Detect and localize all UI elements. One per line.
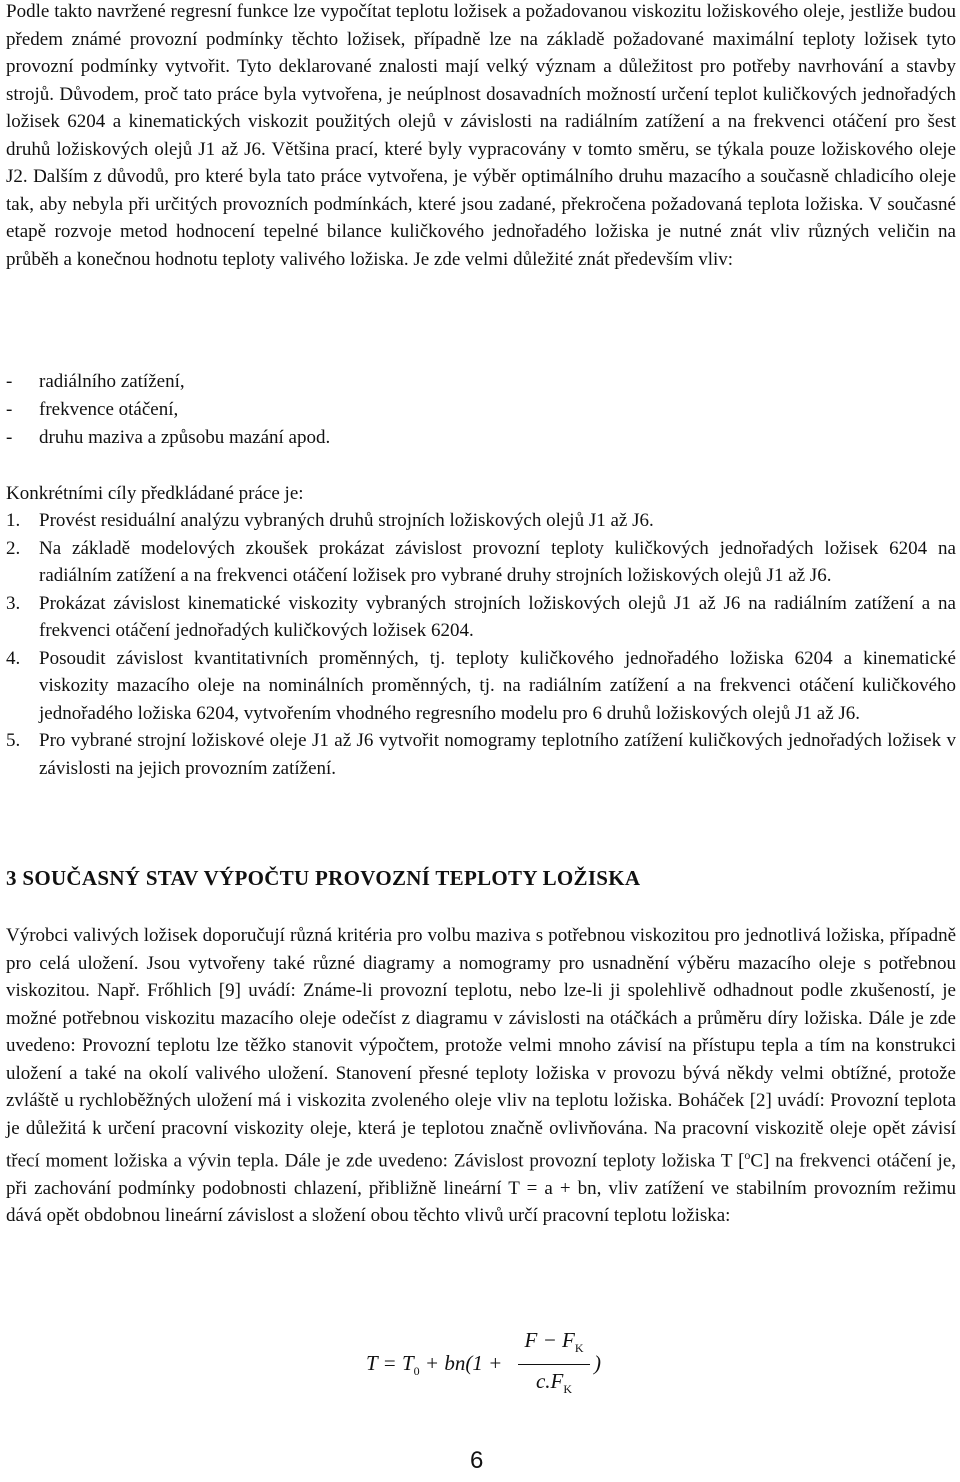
- formula-close-paren: ): [594, 1351, 601, 1375]
- list-item: [6, 424, 956, 452]
- intro-paragraph: Podle takto navržené regresní funkce lze vypočítat teplotu ložisek a požadovanou viskozitu ložiskového oleje, jestliže budou předem známé provozní podmínky těchto ložisek, případně lze na základě požadované maximální teploty ložisek tyto provozní podmínky vytvořit. Tyto deklarované znalosti mají velký význam a důležitost pro potřeby navrhování a stavby strojů. Důvodem, proč tato práce byla vytvořena, je neúplnost dosavadních možností určení teplot kuličkových jednořadých ložisek 6204 a kinematických viskozit použitých olejů v závislosti na radiálním zatížení a na frekvenci otáčení pro šest druhů ložiskových olejů J1 až J6. Většina prací, které byly vypracovány v tomto směru, se týkala pouze ložiskového oleje J2. Dalším z důvodů, pro které byla tato práce vytvořena, je výběr optimálního druhu mazacího a současně chladicího oleje tak, aby nebyla při určitých provozních podmínkách, které jsou zadané, překročena požadovaná teplota ložiska. V současné etapě rozvoje metod hodnocení tepelné bilance kuličkového jednořadého ložiska je nutné znát vliv různých veličin na průběh a konečnou hodnotu teploty valivého ložiska. Je zde velmi důležité znát především vliv:: [6, 1, 956, 270]
- goal-text: Provést residuální analýzu vybraných druhů strojních ložiskových olejů J1 až J6.: [39, 510, 654, 531]
- formula-t-part: T = T: [366, 1351, 414, 1375]
- goal-number: 2.: [6, 537, 21, 559]
- list-item-text: druhu maziva a způsobu mazání apod.: [39, 427, 331, 448]
- temperature-formula: [366, 1326, 666, 1396]
- goal-text: Posoudit závislost kvantitativních proměnných, tj. teploty kuličkového jednořadého ložiska 6204 a kinematické viskozity mazacího oleje na nominálních proměnných, tj. na radiálním zatížení a na frekvenci otáčení kuličkového jednořadého ložiska 6204, vytvořením vhodného regresního modelu pro 6 druhů ložiskových olejů J1 až J6.: [39, 647, 956, 724]
- state-text-tail: C] na frekvenci otáčení je, při zachování podmínky podobnosti chlazení, přibližně lineární T = a + bn, vliv zatížení ve stabilním provozním režimu dává opět obdobnou lineární závislost a složení obou těchto vlivů určí pracovní teplotu ložiska:: [6, 1150, 957, 1227]
- list-item: [6, 645, 956, 728]
- goal-number: 4.: [6, 647, 21, 669]
- state-paragraph: [6, 922, 956, 1230]
- list-item: [6, 396, 956, 424]
- list-item: [6, 727, 956, 782]
- influence-list: [6, 368, 956, 452]
- formula-bn-part: + bn(1 +: [419, 1351, 503, 1375]
- formula-lhs: [366, 1351, 502, 1379]
- formula-t0-sub: 0: [413, 1364, 420, 1379]
- list-item: [6, 368, 956, 396]
- dash-marker: -: [6, 399, 13, 420]
- denominator-sub: K: [563, 1382, 573, 1397]
- numerator-text: F − F: [524, 1328, 575, 1352]
- section-heading: 3 SOUČASNÝ STAV VÝPOČTU PROVOZNÍ TEPLOTY LOŽISKA: [6, 866, 641, 890]
- goal-text: Prokázat závislost kinematické viskozity vybraných strojních ložiskových olejů J1 až J6 na radiálním zatížení a na frekvenci otáčení jednořadých kuličkových ložisek 6204.: [39, 592, 956, 641]
- goal-number: 1.: [6, 510, 21, 531]
- numerator-sub: K: [574, 1341, 584, 1356]
- state-text: Výrobci valivých ložisek doporučují různá kritéria pro volbu maziva s potřebnou viskozitou pro jednotlivá ložiska, případně pro celá uložení. Jsou vytvořeny také různé diagramy a nomogramy pro usnadnění výběru mazacího oleje s potřebnou viskozitou. Např. Frőhlich [9] uvádí: Známe-li provozní teplotu, nebo lze-li ji spolehlivě odhadnout podle zkušeností, je možné potřebnou viskozitu mazacího oleje odečíst z diagramu v závislosti na otáčkách a průměru díry ložiska. Dále je zde uvedeno: Provozní teplotu lze těžko stanovit výpočtem, protože velmi mnoho závisí na přístupu tepla a tím na konstrukci uložení a také na okolí valivého uložení. Stanovení přesné teploty ložiska v provozu bývá někdy velmi obtížné, protože zvláště u rychloběžných uložení má i viskozita zvoleného oleje vliv na teplotu ložiska. Boháček [2] uvádí: Provozní teplota je důležitá k určení pracovní viskozity oleje, která je teplotou značně ovlivňována. Na pracovní viskozitě oleje opět závisí třecí moment ložiska a vývin tepla. Dále je zde uvedeno: Závislost provozní teploty ložiska T [: [6, 925, 956, 1172]
- list-item: [6, 535, 956, 590]
- list-item-text: frekvence otáčení,: [39, 399, 179, 420]
- degree-superscript: o: [744, 1148, 751, 1162]
- dash-marker: -: [6, 427, 13, 448]
- goals-list: [6, 507, 956, 782]
- denominator-text: c.F: [535, 1369, 564, 1394]
- list-item: [6, 590, 956, 645]
- list-item-text: radiálního zatížení,: [39, 371, 185, 392]
- formula-fraction: [516, 1326, 592, 1403]
- list-item: [6, 507, 956, 535]
- goal-text: Pro vybrané strojní ložiskové oleje J1 až J6 vytvořit nomogramy teplotního zatížení kuličkových jednořadých ložisek v závislosti na jejich provozním zatížení.: [39, 730, 956, 779]
- dash-marker: -: [6, 371, 13, 392]
- goals-intro: Konkrétními cíly předkládané práce je:: [6, 483, 304, 504]
- fraction-numerator: [516, 1326, 592, 1362]
- goal-text: Na základě modelových zkoušek prokázat závislost provozní teploty kuličkových jednořadých ložisek 6204 na radiálním zatížení a na frekvenci otáčení ložisek pro vybrané druhy strojních ložiskových olejů J1 až J6.: [39, 537, 956, 586]
- page-number: 6: [470, 1447, 484, 1474]
- goal-number: 3.: [6, 592, 21, 614]
- goal-number: 5.: [6, 730, 21, 751]
- fraction-bar: [518, 1364, 590, 1365]
- fraction-denominator: [516, 1367, 592, 1403]
